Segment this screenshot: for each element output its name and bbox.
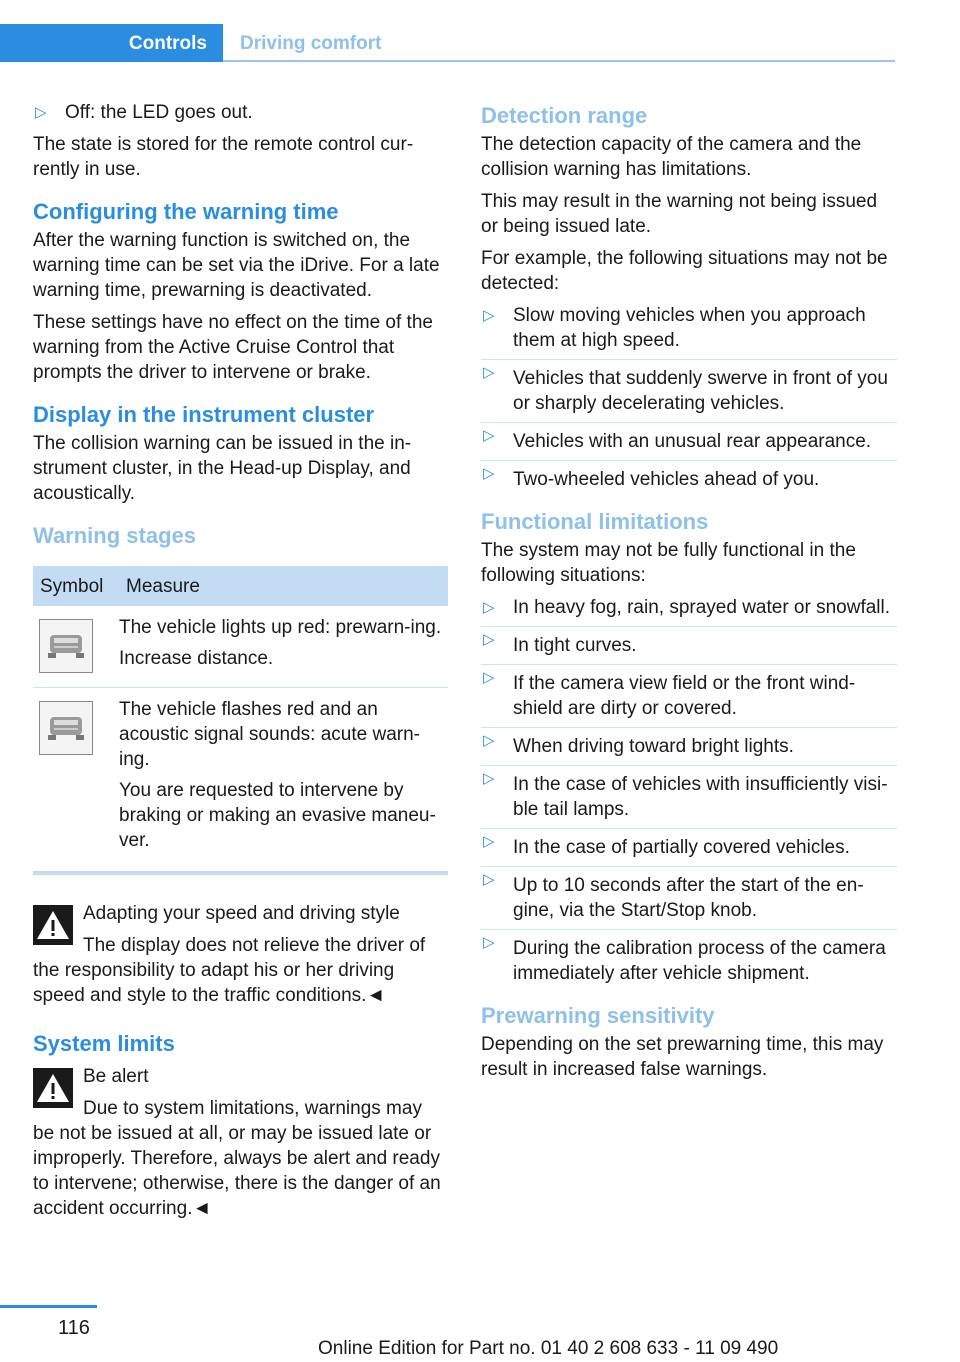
display-paragraph: The collision warning can be issued in the in-strument cluster, in the Head-up Display, and acoustically. (33, 433, 412, 504)
table-header-symbol: Symbol (33, 566, 119, 606)
header-section-label: Controls (128, 32, 207, 54)
header-tab-driving-comfort[interactable] (223, 24, 381, 62)
list-item: ▷ If the camera view field or the front wind-shield are dirty or covered. (481, 664, 897, 721)
state-paragraph: The state is stored for the remote control cur-rently in use. (33, 134, 414, 180)
detection-paragraph-3: For example, the following situations may not be detected: (481, 248, 888, 294)
functional-list (481, 595, 897, 986)
list-item: ▷ In tight curves. (481, 626, 897, 658)
detection-list (481, 303, 897, 492)
row1-measure-text-2: Increase distance. (119, 648, 274, 669)
table-row (33, 688, 448, 870)
list-item: ▷ In the case of partially covered vehicles. (481, 828, 897, 860)
detection-heading: Detection range (481, 103, 648, 128)
warning-title: Be alert (83, 1066, 149, 1087)
functional-paragraph: The system may not be fully functional in the following situations: (481, 540, 856, 586)
config-paragraph-2: These settings have no effect on the time of the warning from the Active Cruise Control that prompts the driver to intervene or brake. (33, 312, 433, 383)
header-tab-controls[interactable] (0, 24, 223, 62)
triangle-right-icon: ▷ (483, 427, 495, 444)
triangle-right-icon: ▷ (483, 871, 495, 888)
triangle-right-icon: ▷ (483, 833, 495, 850)
sensitivity-heading: Prewarning sensitivity (481, 1003, 715, 1028)
triangle-right-icon: ▷ (483, 307, 495, 324)
warning-box-alert (33, 1064, 448, 1221)
list-item: ▷ When driving toward bright lights. (481, 727, 897, 759)
config-paragraph-1: After the warning function is switched on, the warning time can be set via the iDrive. For a late warning time, prewarning is deactivated. (33, 230, 440, 301)
list-item: ▷ Off: the LED goes out. (35, 102, 253, 123)
page-number: 116 (58, 1317, 90, 1339)
list-item: ▷ Two-wheeled vehicles ahead of you. (481, 460, 897, 492)
footer-rule (0, 1305, 97, 1308)
list-item: ▷ Vehicles with an unusual rear appearance. (481, 422, 897, 454)
triangle-right-icon: ▷ (483, 599, 495, 616)
triangle-right-icon: ▷ (483, 631, 495, 648)
triangle-right-icon: ▷ (483, 770, 495, 787)
led-list (33, 100, 448, 125)
list-item: ▷ Up to 10 seconds after the start of the en-gine, via the Start/Stop knob. (481, 866, 897, 923)
edition-line: Online Edition for Part no. 01 40 2 608 633 - 11 09 490 (318, 1338, 779, 1359)
list-item: ▷ Slow moving vehicles when you approach them at high speed. (483, 305, 866, 351)
triangle-right-icon: ▷ (483, 934, 495, 951)
list-item: ▷ During the calibration process of the camera immediately after vehicle shipment. (481, 929, 897, 986)
warning-title: Adapting your speed and driving style (83, 903, 400, 924)
stages-heading: Warning stages (33, 523, 196, 548)
limits-heading: System limits (33, 1031, 175, 1056)
row2-measure-text: The vehicle flashes red and an acoustic signal sounds: acute warn-ing. (119, 699, 420, 770)
warning-triangle-icon (33, 1068, 73, 1108)
car-front-icon (39, 619, 93, 673)
warning-box-speed (33, 901, 448, 1008)
triangle-right-icon: ▷ (483, 364, 495, 381)
row1-measure-text: The vehicle lights up red: prewarn-ing. (119, 617, 442, 638)
warning-text: The display does not relieve the driver of the responsibility to adapt his or her driving speed and style to the traffic conditions.◄ (33, 935, 426, 1006)
list-item: ▷ In heavy fog, rain, sprayed water or snowfall. (483, 597, 891, 618)
triangle-right-icon: ▷ (483, 732, 495, 749)
warning-triangle-icon (33, 905, 73, 945)
table-row (33, 606, 448, 688)
triangle-right-icon: ▷ (483, 465, 495, 482)
triangle-right-icon: ▷ (35, 104, 47, 121)
config-heading: Configuring the warning time (33, 199, 339, 224)
display-heading: Display in the instrument cluster (33, 402, 375, 427)
detection-paragraph-2: This may result in the warning not being issued or being issued late. (481, 191, 878, 237)
left-column (33, 100, 448, 1228)
row2-measure-text-2: You are requested to intervene by braking or making an evasive maneu-ver. (119, 780, 436, 851)
triangle-right-icon: ▷ (483, 669, 495, 686)
list-item: ▷ Vehicles that suddenly swerve in front of you or sharply decelerating vehicles. (481, 359, 897, 416)
table-bottom-rule (33, 871, 448, 875)
list-item: ▷ In the case of vehicles with insufficiently visi-ble tail lamps. (481, 765, 897, 822)
functional-heading: Functional limitations (481, 509, 709, 534)
detection-paragraph-1: The detection capacity of the camera and the collision warning has limitations. (481, 134, 862, 180)
car-front-icon (39, 701, 93, 755)
warning-stages-table (33, 566, 448, 869)
warning-text: Due to system limitations, warnings may be not be issued at all, or may be issued late or improperly. Therefore, always be alert and ready to intervene; otherwise, there is the danger of an accident occurring.◄ (33, 1098, 441, 1219)
table-header-measure: Measure (119, 566, 448, 606)
header-subsection-label: Driving comfort (240, 32, 382, 54)
right-column (481, 100, 897, 1089)
sensitivity-paragraph: Depending on the set prewarning time, this may result in increased false warnings. (481, 1034, 884, 1080)
